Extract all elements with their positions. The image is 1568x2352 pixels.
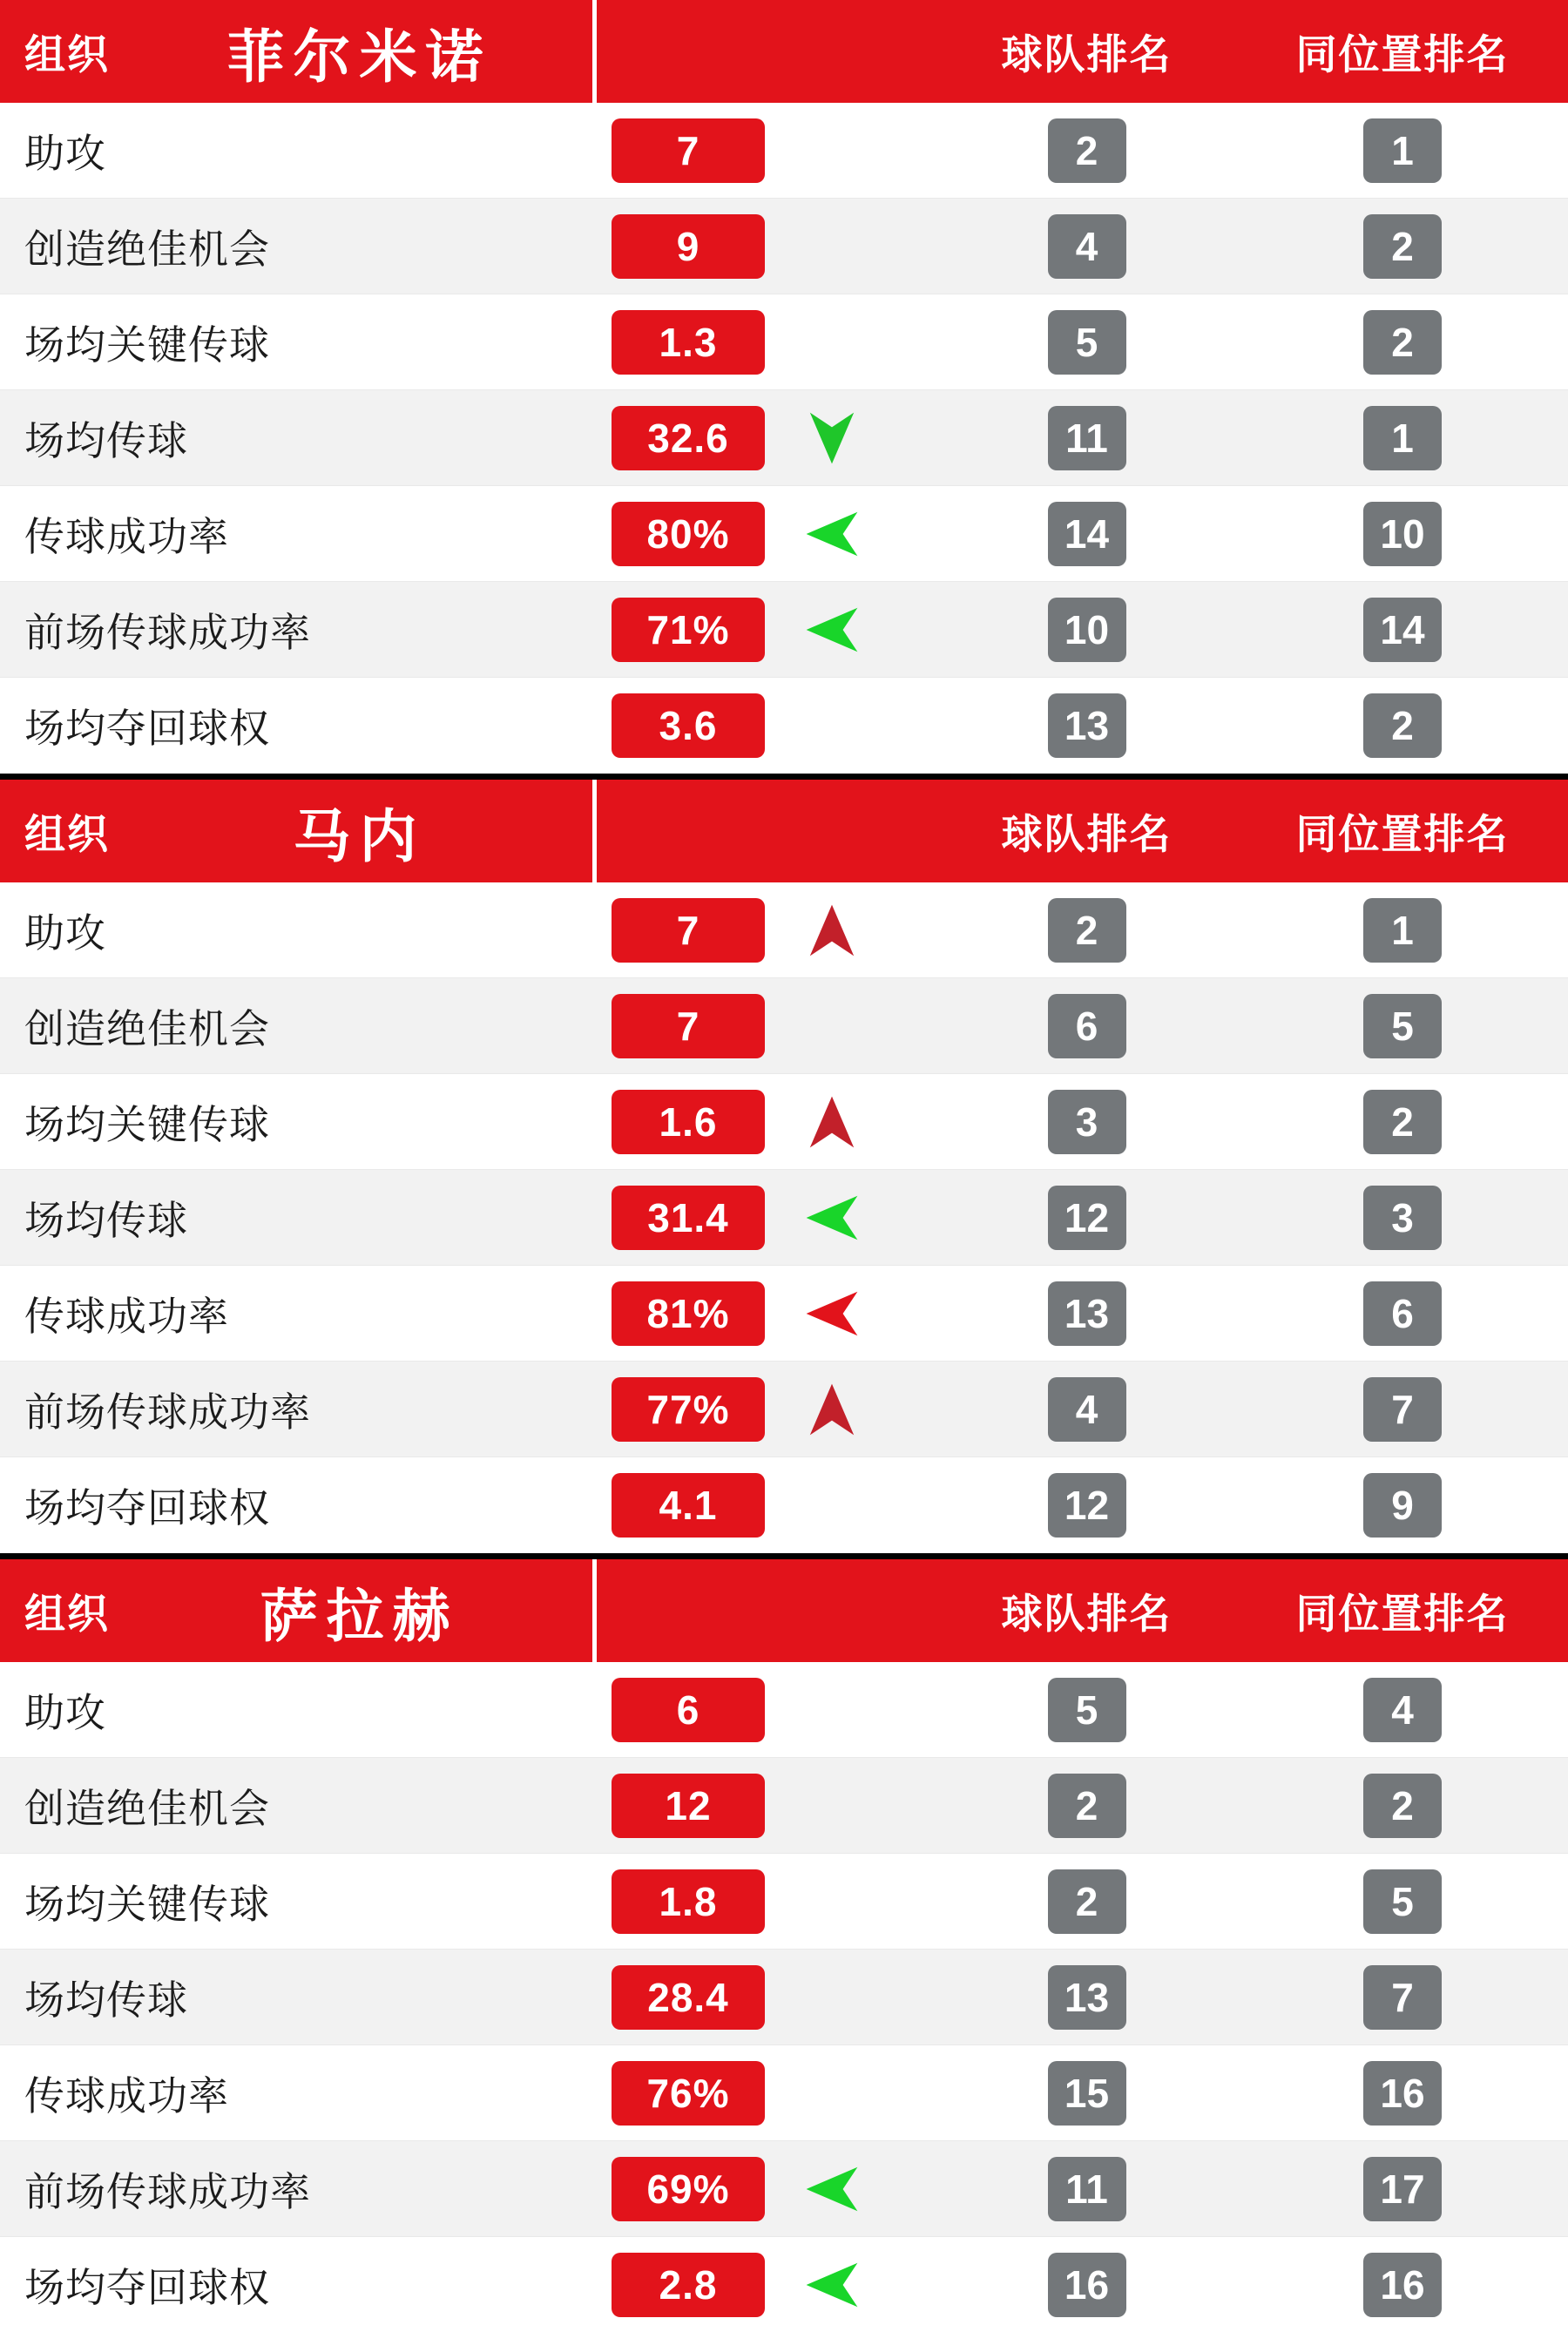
trend-cell — [767, 2237, 897, 2333]
team-rank-cell — [936, 693, 1237, 758]
header-spacer — [597, 1559, 936, 1662]
metric-value-chip: 7 — [612, 118, 765, 183]
position-rank-cell — [1237, 118, 1568, 183]
position-rank-chip: 7 — [1363, 1965, 1442, 2030]
team-rank-cell — [936, 598, 1237, 662]
metric-value-chip: 69% — [612, 2157, 765, 2221]
metric-value-chip: 7 — [612, 994, 765, 1058]
position-rank-chip: 2 — [1363, 1774, 1442, 1838]
table-row — [0, 978, 1568, 1074]
metric-label: 场均关键传球 — [24, 1881, 270, 1927]
metric-label: 助攻 — [24, 1689, 106, 1735]
position-rank-cell — [1237, 598, 1568, 662]
metric-value-cell — [610, 1678, 767, 1742]
category-label: 组织 — [24, 1590, 110, 1637]
position-rank-cell — [1237, 1678, 1568, 1742]
panel-header — [0, 780, 1568, 882]
header-spacer — [597, 0, 936, 103]
panel-header — [0, 0, 1568, 103]
position-rank-chip: 10 — [1363, 502, 1442, 566]
metric-value-chip: 12 — [612, 1774, 765, 1838]
position-rank-chip: 2 — [1363, 214, 1442, 279]
metric-value-cell — [610, 118, 767, 183]
team-rank-chip: 14 — [1048, 502, 1126, 566]
team-rank-chip: 3 — [1048, 1090, 1126, 1154]
position-rank-chip: 16 — [1363, 2061, 1442, 2126]
team-rank-header: 球队排名 — [1001, 30, 1173, 78]
table-row — [0, 199, 1568, 294]
metric-value-chip: 4.1 — [612, 1473, 765, 1538]
team-rank-chip: 13 — [1048, 693, 1126, 758]
team-rank-cell — [936, 2157, 1237, 2221]
position-rank-chip: 17 — [1363, 2157, 1442, 2221]
team-rank-chip: 12 — [1048, 1186, 1126, 1250]
position-rank-cell — [1237, 2157, 1568, 2221]
metric-value-chip: 1.6 — [612, 1090, 765, 1154]
team-rank-chip: 5 — [1048, 310, 1126, 375]
metric-value-chip: 2.8 — [612, 2253, 765, 2317]
trend-cell — [767, 1758, 897, 1853]
metric-label: 场均夺回球权 — [24, 706, 270, 751]
trend-cell — [767, 199, 897, 294]
team-rank-chip: 5 — [1048, 1678, 1126, 1742]
table-row — [0, 2237, 1568, 2333]
position-rank-cell — [1237, 1090, 1568, 1154]
table-row — [0, 294, 1568, 390]
metric-value-cell — [610, 2253, 767, 2317]
team-rank-chip: 13 — [1048, 1281, 1126, 1346]
trend-cell — [767, 103, 897, 198]
trend-left-icon — [801, 504, 862, 564]
table-row — [0, 678, 1568, 774]
trend-cell — [767, 294, 897, 389]
trend-cell — [767, 1074, 897, 1169]
team-rank-header: 球队排名 — [1001, 1590, 1173, 1637]
position-rank-cell — [1237, 693, 1568, 758]
metric-label: 传球成功率 — [24, 1293, 229, 1339]
trend-cell — [767, 978, 897, 1073]
team-rank-cell — [936, 1186, 1237, 1250]
position-rank-cell — [1237, 1965, 1568, 2030]
team-rank-cell — [936, 406, 1237, 470]
team-rank-chip: 2 — [1048, 1869, 1126, 1934]
metric-label: 前场传球成功率 — [24, 609, 311, 655]
position-rank-chip: 2 — [1363, 693, 1442, 758]
metric-label: 前场传球成功率 — [24, 2168, 311, 2214]
metric-label: 场均传球 — [24, 1977, 188, 2023]
position-rank-cell — [1237, 406, 1568, 470]
position-rank-cell — [1237, 1377, 1568, 1442]
metric-value-cell — [610, 406, 767, 470]
trend-left-icon — [801, 2254, 862, 2315]
panel-header — [0, 1559, 1568, 1662]
metric-value-cell — [610, 214, 767, 279]
position-rank-cell — [1237, 2061, 1568, 2126]
trend-down-icon — [801, 408, 862, 469]
team-rank-cell — [936, 1473, 1237, 1538]
team-rank-chip: 13 — [1048, 1965, 1126, 2030]
position-rank-chip: 5 — [1363, 1869, 1442, 1934]
trend-cell — [767, 1950, 897, 2044]
position-rank-header: 同位置排名 — [1295, 1590, 1510, 1637]
table-row — [0, 1950, 1568, 2045]
team-rank-cell — [936, 2253, 1237, 2317]
table-row — [0, 582, 1568, 678]
trend-up-icon — [801, 900, 862, 961]
team-rank-cell — [936, 1869, 1237, 1934]
player-name: 萨拉赫 — [135, 1559, 597, 1662]
position-rank-chip: 7 — [1363, 1377, 1442, 1442]
position-rank-header: 同位置排名 — [1295, 810, 1510, 857]
metric-value-chip: 1.8 — [612, 1869, 765, 1934]
position-rank-cell — [1237, 310, 1568, 375]
position-rank-chip: 2 — [1363, 1090, 1442, 1154]
table-row — [0, 1074, 1568, 1170]
metric-value-cell — [610, 1281, 767, 1346]
team-rank-cell — [936, 118, 1237, 183]
team-rank-chip: 16 — [1048, 2253, 1126, 2317]
team-rank-chip: 4 — [1048, 214, 1126, 279]
position-rank-header: 同位置排名 — [1295, 30, 1510, 78]
metric-value-chip: 32.6 — [612, 406, 765, 470]
metric-label: 创造绝佳机会 — [24, 1005, 270, 1051]
team-rank-cell — [936, 1774, 1237, 1838]
team-rank-chip: 11 — [1048, 406, 1126, 470]
category-label: 组织 — [24, 30, 110, 78]
metric-value-cell — [610, 2157, 767, 2221]
position-rank-cell — [1237, 1186, 1568, 1250]
team-rank-chip: 11 — [1048, 2157, 1126, 2221]
position-rank-cell — [1237, 214, 1568, 279]
trend-cell — [767, 1170, 897, 1265]
position-rank-cell — [1237, 2253, 1568, 2317]
metric-value-chip: 31.4 — [612, 1186, 765, 1250]
trend-cell — [767, 1854, 897, 1949]
team-rank-chip: 2 — [1048, 898, 1126, 963]
position-rank-chip: 1 — [1363, 898, 1442, 963]
metric-value-cell — [610, 310, 767, 375]
table-row — [0, 390, 1568, 486]
team-rank-chip: 4 — [1048, 1377, 1126, 1442]
team-rank-chip: 15 — [1048, 2061, 1126, 2126]
metric-value-chip: 76% — [612, 2061, 765, 2126]
metric-value-cell — [610, 1965, 767, 2030]
table-row — [0, 486, 1568, 582]
trend-left-icon — [801, 2159, 862, 2220]
category-label: 组织 — [24, 810, 110, 857]
position-rank-cell — [1237, 1473, 1568, 1538]
metric-label: 场均关键传球 — [24, 1101, 270, 1147]
table-row — [0, 1662, 1568, 1758]
team-rank-cell — [936, 310, 1237, 375]
table-row — [0, 1457, 1568, 1553]
metric-label: 场均传球 — [24, 1197, 188, 1243]
metric-value-cell — [610, 693, 767, 758]
player-panel — [0, 780, 1568, 1559]
metric-label: 场均传球 — [24, 417, 188, 463]
position-rank-cell — [1237, 1869, 1568, 1934]
trend-up-icon — [801, 1379, 862, 1440]
metric-value-cell — [610, 2061, 767, 2126]
table-row — [0, 882, 1568, 978]
table-row — [0, 1266, 1568, 1362]
metric-value-chip: 7 — [612, 898, 765, 963]
trend-left-icon — [801, 599, 862, 660]
metric-value-cell — [610, 1774, 767, 1838]
metric-label: 创造绝佳机会 — [24, 1785, 270, 1831]
team-rank-chip: 6 — [1048, 994, 1126, 1058]
team-rank-chip: 2 — [1048, 1774, 1126, 1838]
table-row — [0, 1362, 1568, 1457]
trend-up-icon — [801, 1092, 862, 1152]
position-rank-cell — [1237, 898, 1568, 963]
trend-cell — [767, 678, 897, 774]
metric-value-cell — [610, 994, 767, 1058]
team-rank-cell — [936, 1281, 1237, 1346]
metric-value-chip: 6 — [612, 1678, 765, 1742]
table-row — [0, 2141, 1568, 2237]
metric-label: 前场传球成功率 — [24, 1389, 311, 1435]
metric-label: 传球成功率 — [24, 513, 229, 559]
position-rank-chip: 2 — [1363, 310, 1442, 375]
team-rank-chip: 12 — [1048, 1473, 1126, 1538]
metric-value-cell — [610, 898, 767, 963]
player-panel — [0, 1559, 1568, 2333]
team-rank-cell — [936, 502, 1237, 566]
metric-label: 助攻 — [24, 909, 106, 956]
trend-cell — [767, 1266, 897, 1361]
position-rank-chip: 4 — [1363, 1678, 1442, 1742]
team-rank-cell — [936, 2061, 1237, 2126]
metric-label: 助攻 — [24, 130, 106, 176]
team-rank-cell — [936, 214, 1237, 279]
trend-cell — [767, 486, 897, 581]
trend-cell — [767, 2045, 897, 2140]
metric-value-cell — [610, 1473, 767, 1538]
team-rank-chip: 2 — [1048, 118, 1126, 183]
metric-value-cell — [610, 1186, 767, 1250]
trend-cell — [767, 582, 897, 677]
table-row — [0, 1758, 1568, 1854]
position-rank-cell — [1237, 1774, 1568, 1838]
player-name: 菲尔米诺 — [135, 0, 597, 103]
team-rank-cell — [936, 1090, 1237, 1154]
trend-left-icon — [801, 1187, 862, 1248]
trend-cell — [767, 1662, 897, 1757]
metric-value-chip: 80% — [612, 502, 765, 566]
table-row — [0, 1854, 1568, 1950]
metric-value-cell — [610, 1869, 767, 1934]
trend-left-icon — [801, 1283, 862, 1344]
metric-label: 场均夺回球权 — [24, 1485, 270, 1531]
metric-value-cell — [610, 1377, 767, 1442]
trend-cell — [767, 1457, 897, 1553]
trend-cell — [767, 390, 897, 485]
position-rank-chip: 5 — [1363, 994, 1442, 1058]
team-rank-cell — [936, 1965, 1237, 2030]
metric-value-chip: 81% — [612, 1281, 765, 1346]
header-spacer — [597, 780, 936, 882]
metric-value-chip: 9 — [612, 214, 765, 279]
metric-label: 场均关键传球 — [24, 321, 270, 368]
metric-value-cell — [610, 598, 767, 662]
position-rank-chip: 1 — [1363, 118, 1442, 183]
position-rank-cell — [1237, 1281, 1568, 1346]
team-rank-cell — [936, 898, 1237, 963]
metric-label: 创造绝佳机会 — [24, 226, 270, 272]
team-rank-cell — [936, 1678, 1237, 1742]
table-row — [0, 2045, 1568, 2141]
trend-cell — [767, 1362, 897, 1456]
position-rank-chip: 1 — [1363, 406, 1442, 470]
metric-value-chip: 28.4 — [612, 1965, 765, 2030]
table-row — [0, 1170, 1568, 1266]
position-rank-cell — [1237, 502, 1568, 566]
metric-value-chip: 1.3 — [612, 310, 765, 375]
position-rank-chip: 3 — [1363, 1186, 1442, 1250]
position-rank-chip: 16 — [1363, 2253, 1442, 2317]
table-row — [0, 103, 1568, 199]
metric-value-cell — [610, 1090, 767, 1154]
team-rank-chip: 10 — [1048, 598, 1126, 662]
trend-cell — [767, 2141, 897, 2236]
trend-cell — [767, 882, 897, 977]
team-rank-cell — [936, 1377, 1237, 1442]
position-rank-chip: 14 — [1363, 598, 1442, 662]
metric-value-chip: 3.6 — [612, 693, 765, 758]
position-rank-cell — [1237, 994, 1568, 1058]
metric-value-chip: 71% — [612, 598, 765, 662]
team-rank-cell — [936, 994, 1237, 1058]
player-name: 马内 — [135, 780, 597, 882]
team-rank-header: 球队排名 — [1001, 810, 1173, 857]
player-panel — [0, 0, 1568, 780]
position-rank-chip: 9 — [1363, 1473, 1442, 1538]
metric-value-chip: 77% — [612, 1377, 765, 1442]
metric-value-cell — [610, 502, 767, 566]
metric-label: 传球成功率 — [24, 2072, 229, 2119]
metric-label: 场均夺回球权 — [24, 2265, 270, 2310]
position-rank-chip: 6 — [1363, 1281, 1442, 1346]
